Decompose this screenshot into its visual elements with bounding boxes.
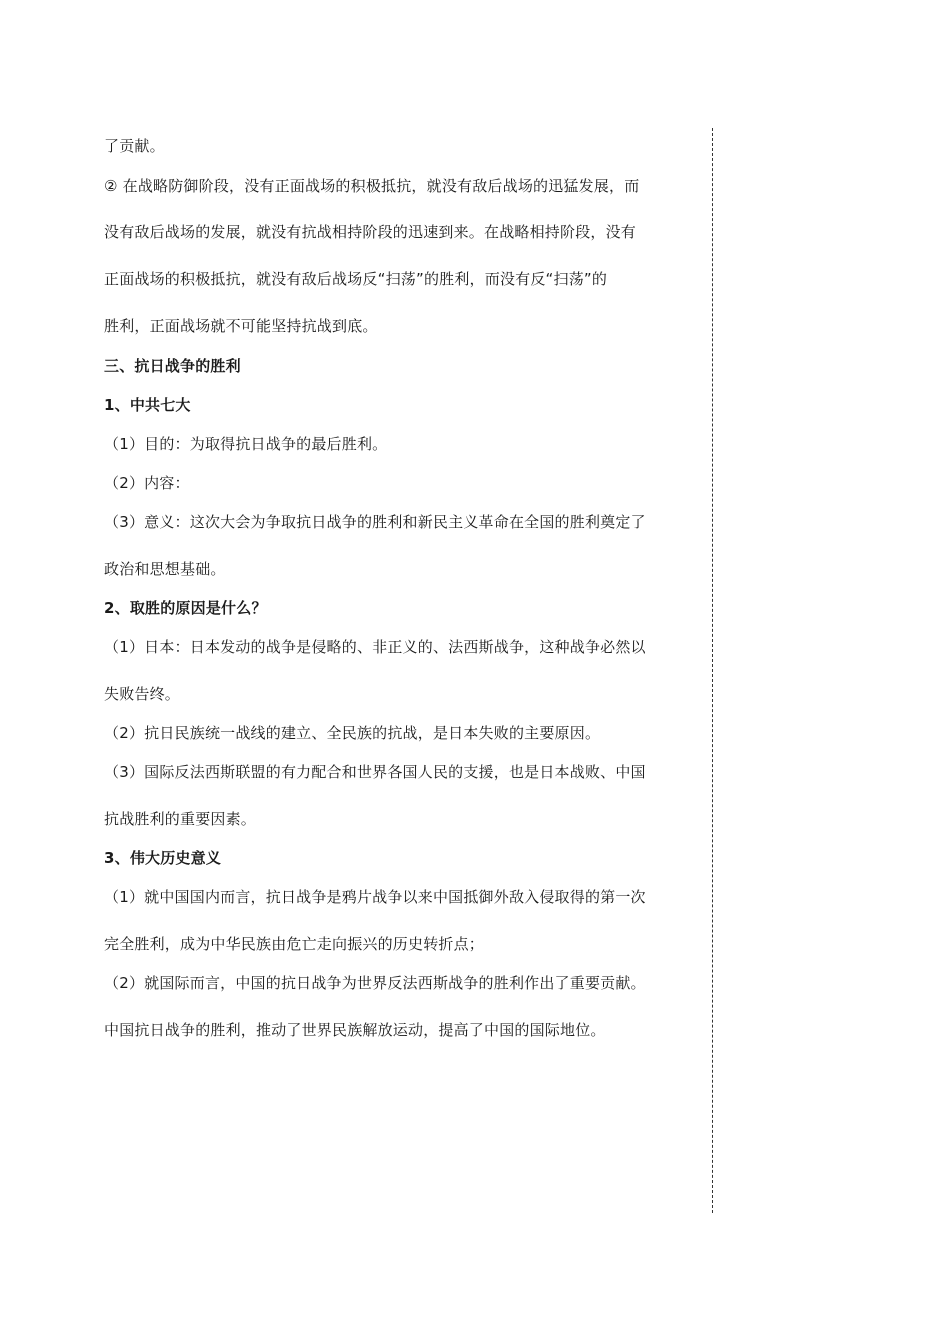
subsection-heading: 1、中共七大	[104, 396, 191, 414]
subsection-heading: 2、取胜的原因是什么？	[104, 599, 267, 617]
text-line: （3）国际反法西斯联盟的有力配合和世界各国人民的支援，也是日本战败、中国	[104, 763, 646, 781]
text-line: 抗战胜利的重要因素。	[104, 810, 257, 828]
text-line: 失败告终。	[104, 685, 181, 703]
text-line: （2）抗日民族统一战线的建立、全民族的抗战，是日本失败的主要原因。	[104, 724, 601, 742]
dashed-margin-line	[712, 128, 713, 1213]
section-heading: 三、抗日战争的胜利	[104, 357, 241, 375]
text-line: （1）目的：为取得抗日战争的最后胜利。	[104, 435, 388, 453]
text-line: 胜利，正面战场就不可能坚持抗战到底。	[104, 317, 378, 335]
text-line: （1）就中国国内而言，抗日战争是鸦片战争以来中国抵御外敌入侵取得的第一次	[104, 888, 646, 906]
text-line: 中国抗日战争的胜利，推动了世界民族解放运动，提高了中国的国际地位。	[104, 1021, 606, 1039]
text-line: （2）内容：	[104, 474, 190, 492]
text-line: （2）就国际而言，中国的抗日战争为世界反法西斯战争的胜利作出了重要贡献。	[104, 974, 646, 992]
text-line: （1）日本：日本发动的战争是侵略的、非正义的、法西斯战争，这种战争必然以	[104, 638, 646, 656]
subsection-heading: 3、伟大历史意义	[104, 849, 222, 867]
text-line: 正面战场的积极抵抗，就没有敌后战场反“扫荡”的胜利，而没有反“扫荡”的	[104, 270, 608, 288]
text-line: ② 在战略防御阶段，没有正面战场的积极抵抗，就没有敌后战场的迅猛发展，而	[104, 177, 640, 195]
text-line: 没有敌后战场的发展，就没有抗战相持阶段的迅速到来。在战略相持阶段，没有	[104, 223, 637, 241]
text-line: 政治和思想基础。	[104, 560, 226, 578]
text-line: 完全胜利，成为中华民族由危亡走向振兴的历史转折点；	[104, 935, 485, 953]
text-line: （3）意义：这次大会为争取抗日战争的胜利和新民主义革命在全国的胜利奠定了	[104, 513, 646, 531]
text-line: 了贡献。	[104, 137, 165, 155]
